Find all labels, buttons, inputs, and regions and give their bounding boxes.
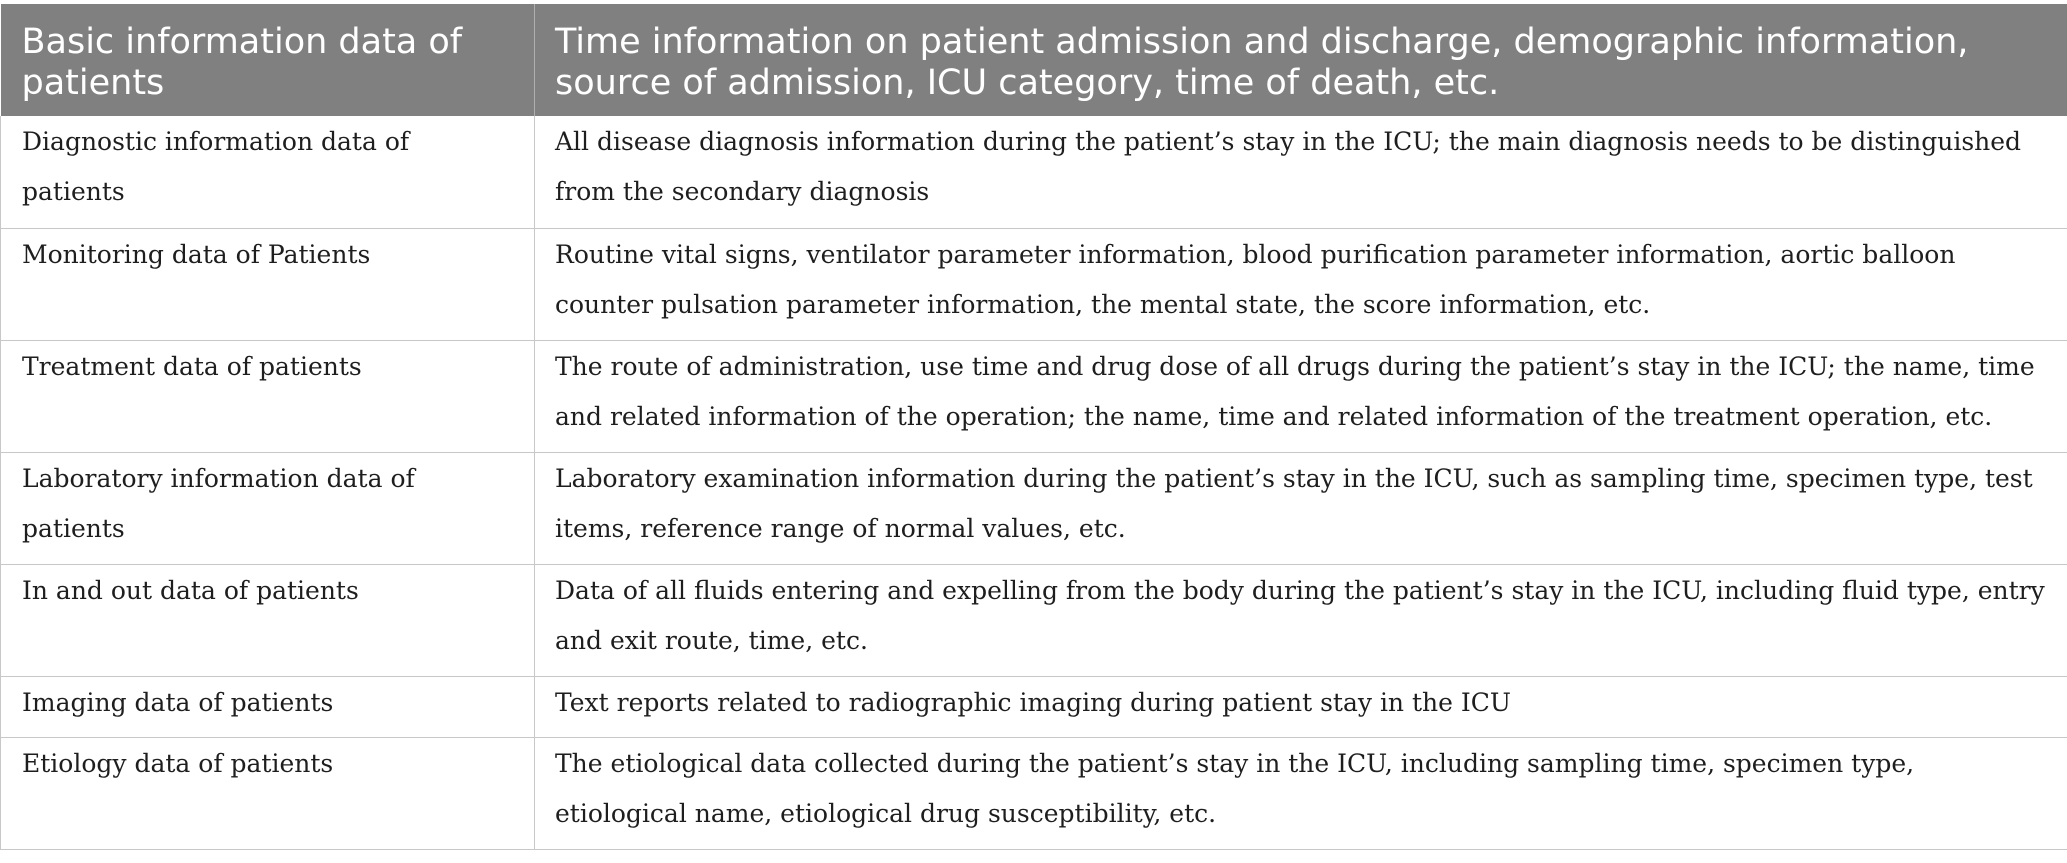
table-header (1, 4, 2067, 116)
row-description-cell: Data of all fluids entering and expelling from the body during the patient’s stay in the ICU, including fluid type, entry and exit route, time, etc. (535, 564, 2067, 676)
table-body (1, 116, 2067, 849)
table-row (1, 116, 2067, 228)
row-category-cell: Monitoring data of Patients (1, 228, 535, 340)
row-category-cell: In and out data of patients (1, 564, 535, 676)
row-category-cell: Treatment data of patients (1, 340, 535, 452)
row-description-cell: Routine vital signs, ventilator parameter information, blood purification parameter information, aortic balloon counter pulsation parameter information, the mental state, the score information, etc. (535, 228, 2067, 340)
header-cell-description: Time information on patient admission and discharge, demographic information, source of admission, ICU category, time of death, etc. (535, 4, 2067, 116)
row-description-cell: The etiological data collected during the patient’s stay in the ICU, including sampling time, specimen type, etiological name, etiological drug susceptibility, etc. (535, 737, 2067, 849)
row-category-cell: Diagnostic information data of patients (1, 116, 535, 228)
row-description-cell: Text reports related to radiographic imaging during patient stay in the ICU (535, 676, 2067, 737)
row-description-cell: All disease diagnosis information during the patient’s stay in the ICU; the main diagnosis needs to be distinguished from the secondary diagnosis (535, 116, 2067, 228)
header-row (1, 4, 2067, 116)
header-cell-category: Basic information data of patients (1, 4, 535, 116)
row-description-cell: Laboratory examination information during the patient’s stay in the ICU, such as sampling time, specimen type, test items, reference range of normal values, etc. (535, 452, 2067, 564)
table-row (1, 452, 2067, 564)
row-description-cell: The route of administration, use time and drug dose of all drugs during the patient’s stay in the ICU; the name, time and related information of the operation; the name, time and related information of the treatment operation, etc. (535, 340, 2067, 452)
data-category-table (0, 4, 2067, 850)
table-row (1, 228, 2067, 340)
row-category-cell: Imaging data of patients (1, 676, 535, 737)
data-category-table-container (0, 4, 2067, 850)
row-category-cell: Etiology data of patients (1, 737, 535, 849)
row-category-cell: Laboratory information data of patients (1, 452, 535, 564)
table-row (1, 340, 2067, 452)
table-row (1, 564, 2067, 676)
table-row (1, 676, 2067, 737)
table-row (1, 737, 2067, 849)
